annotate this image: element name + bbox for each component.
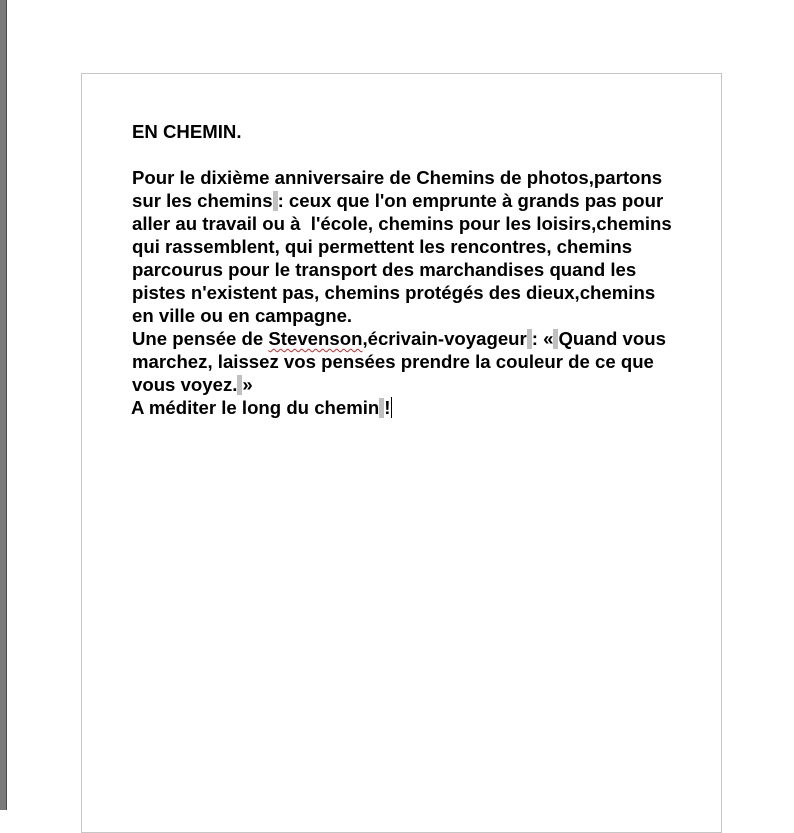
closing-line (131, 396, 722, 419)
paragraph-line-1: Pour le dixième anniversaire de Chemins de photos,partons (132, 167, 663, 188)
text-cursor (391, 397, 392, 418)
window-left-edge (0, 0, 7, 810)
closing-text: A méditer le long du chemin (131, 397, 380, 418)
paragraph-line-2 (132, 189, 722, 212)
quote-line-1 (132, 327, 722, 350)
quote-text-end: vous voyez. (132, 374, 238, 395)
paragraph-line-3: aller au travail ou à l'école, chemins pour les loisirs,chemins (132, 213, 672, 234)
paragraph-line-6: pistes n'existent pas, chemins protégés des dieux,chemins (132, 282, 656, 303)
paragraph-line-2-part-a: sur les chemins (132, 190, 273, 211)
paragraph-line-7: en ville ou en campagne. (132, 305, 353, 326)
paragraph-line-2-part-b: : ceux que l'on emprunte à grands pas pour (277, 190, 664, 211)
document-title: EN CHEMIN. (132, 121, 242, 142)
quote-line-3 (132, 373, 722, 396)
quote-text-start: Quand vous (558, 328, 666, 349)
document-page[interactable] (81, 73, 722, 833)
quote-intro: Une pensée de (132, 328, 269, 349)
spellcheck-flagged-word[interactable]: Stevenson (268, 328, 363, 349)
document-text[interactable] (132, 120, 722, 419)
quote-line-2: marchez, laissez vos pensées prendre la couleur de ce que (132, 351, 654, 372)
paragraph-line-5: parcourus pour le transport des marchandises quand les (132, 259, 637, 280)
paragraph-line-4: qui rassemblent, qui permettent les rencontres, chemins (132, 236, 633, 257)
quote-author-desc: ,écrivain-voyageur (362, 328, 527, 349)
empty-line (132, 143, 722, 166)
quote-close-mark: » (242, 374, 253, 395)
closing-exclamation: ! (384, 397, 391, 418)
quote-open-mark: : « (531, 328, 554, 349)
